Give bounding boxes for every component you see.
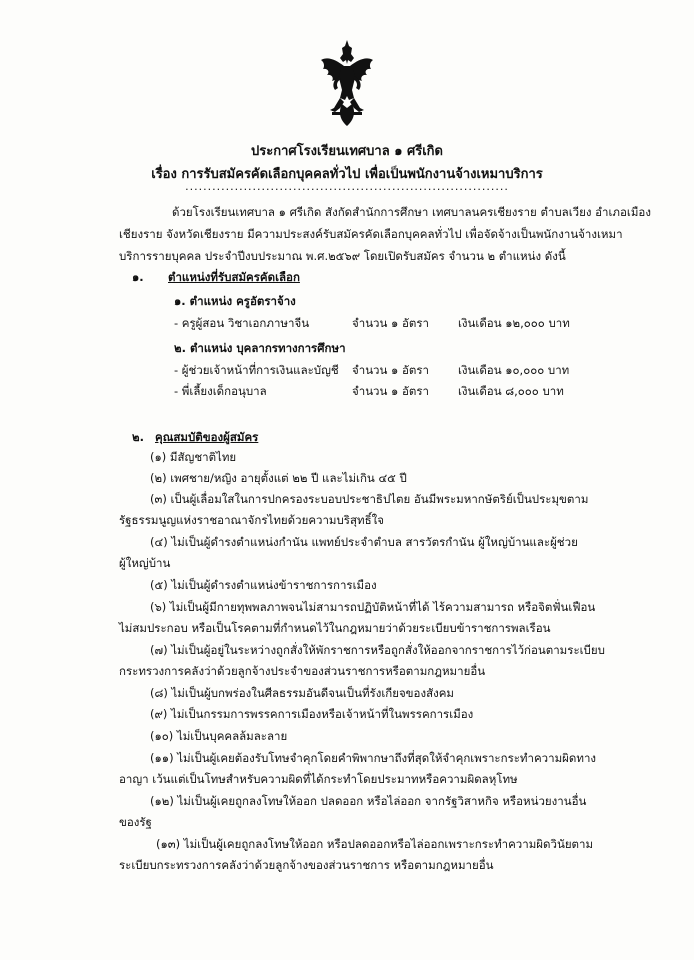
position-salary: เงินเดือน ๑๐,๐๐๐ บาท — [458, 363, 570, 377]
qualification-line: (๖) ไม่เป็นผู้มีกายทุพพลภาพจนไม่สามารถปฏิบัติหน้าที่ได้ ไร้ความสามารถ หรือจิตฟั่นเฟือน — [150, 600, 596, 614]
qualification-line: ไม่สมประกอบ หรือเป็นโรคตามที่กำหนดไว้ในกฎหมายว่าด้วยระเบียบข้าราชการพลเรือน — [119, 621, 551, 635]
qualification-line: (๑) มีสัญชาติไทย — [150, 450, 237, 464]
position-count: จำนวน ๑ อัตรา — [352, 316, 429, 330]
qualification-line: ของรัฐ — [119, 815, 152, 829]
section1-number: ๑. — [132, 270, 144, 284]
section1-heading: ตำแหน่งที่รับสมัครคัดเลือก — [168, 270, 300, 284]
intro-line-1: ด้วยโรงเรียนเทศบาล ๑ ศรีเกิด สังกัดสำนักการศึกษา เทศบาลนครเชียงราย ตำบลเวียง อำเภอเมือง — [172, 205, 651, 219]
qualification-line: (๒) เพศชาย/หญิง อายุตั้งแต่ ๒๒ ปี และไม่เกิน ๔๕ ปี — [150, 471, 407, 485]
qualification-line: (๘) ไม่เป็นผู้บกพร่องในศีลธรรมอันดีจนเป็นที่รังเกียจของสังคม — [150, 686, 454, 700]
intro-line-3: บริการรายบุคคล ประจำปีงบประมาณ พ.ศ.๒๕๖๙ โดยเปิดรับสมัคร จำนวน ๒ ตำแหน่ง ดังนี้ — [119, 249, 566, 263]
position-salary: เงินเดือน ๑๒,๐๐๐ บาท — [458, 316, 570, 330]
qualification-line: ระเบียบกระทรวงการคลังว่าด้วยลูกจ้างของส่วนราชการ หรือตามกฎหมายอื่น — [119, 858, 494, 872]
group1-title: ๑. ตำแหน่ง ครูอัตราจ้าง — [174, 294, 296, 308]
announcement-subject: เรื่อง การรับสมัครคัดเลือกบุคคลทั่วไป เพื่อเป็นพนักงานจ้างเหมาบริการ — [151, 167, 543, 182]
position-name: - พี่เลี้ยงเด็กอนุบาล — [174, 384, 267, 398]
title-separator: ........................................................................ — [185, 180, 509, 193]
announcement-title: ประกาศโรงเรียนเทศบาล ๑ ศรีเกิด — [251, 144, 443, 159]
qualification-line: (๑๐) ไม่เป็นบุคคลล้มละลาย — [150, 729, 288, 743]
qualification-line: อาญา เว้นแต่เป็นโทษสำหรับความผิดที่ได้กระทำโดยประมาทหรือความผิดลหุโทษ — [119, 772, 518, 786]
qualification-line: ผู้ใหญ่บ้าน — [119, 556, 171, 570]
qualification-line: (๑๓) ไม่เป็นผู้เคยถูกลงโทษให้ออก หรือปลดออกหรือไล่ออกเพราะกระทำความผิดวินัยตาม — [156, 837, 594, 851]
qualification-line: กระทรวงการคลังว่าด้วยลูกจ้างประจำของส่วนราชการหรือตามกฎหมายอื่น — [119, 664, 486, 678]
position-name: - ครูผู้สอน วิชาเอกภาษาจีน — [174, 316, 310, 330]
position-salary: เงินเดือน ๘,๐๐๐ บาท — [458, 384, 564, 398]
qualification-line: (๗) ไม่เป็นผู้อยู่ในระหว่างถูกสั่งให้พักราชการหรือถูกสั่งให้ออกจากราชการไว้ก่อนตามระเบียบ — [150, 643, 605, 657]
qualification-line: รัฐธรรมนูญแห่งราชอาณาจักรไทยด้วยความบริสุทธิ์ใจ — [119, 513, 384, 527]
position-count: จำนวน ๑ อัตรา — [352, 363, 429, 377]
qualification-line: (๓) เป็นผู้เลื่อมใสในการปกครองระบอบประชาธิปไตย อันมีพระมหากษัตริย์เป็นประมุขตาม — [150, 492, 589, 506]
qualification-line: (๕) ไม่เป็นผู้ดำรงตำแหน่งข้าราชการการเมือง — [150, 578, 377, 592]
group2-title: ๒. ตำแหน่ง บุคลากรทางการศึกษา — [174, 341, 346, 355]
qualification-line: (๔) ไม่เป็นผู้ดำรงตำแหน่งกำนัน แพทย์ประจำตำบล สารวัตรกำนัน ผู้ใหญ่บ้านและผู้ช่วย — [150, 535, 578, 549]
qualification-line: (๑๒) ไม่เป็นผู้เคยถูกลงโทษให้ออก ปลดออก หรือไล่ออก จากรัฐวิสาหกิจ หรือหน่วยงานอื่น — [150, 794, 587, 808]
section2-heading: คุณสมบัติของผู้สมัคร — [155, 430, 259, 444]
qualification-line: (๙) ไม่เป็นกรรมการพรรคการเมืองหรือเจ้าหน้าที่ในพรรคการเมือง — [150, 707, 474, 721]
position-name: - ผู้ช่วยเจ้าหน้าที่การเงินและบัญชี — [174, 363, 339, 377]
intro-line-2: เชียงราย จังหวัดเชียงราย มีความประสงค์รับสมัครคัดเลือกบุคคลทั่วไป เพื่อจัดจ้างเป็นพนักงานจ้างเหมา — [119, 227, 623, 241]
qualification-line: (๑๑) ไม่เป็นผู้เคยต้องรับโทษจำคุกโดยคำพิพากษาถึงที่สุดให้จำคุกเพราะกระทำความผิดทาง — [150, 751, 597, 765]
position-count: จำนวน ๑ อัตรา — [352, 384, 429, 398]
garuda-emblem — [318, 38, 376, 130]
section2-number: ๒. — [132, 430, 144, 444]
